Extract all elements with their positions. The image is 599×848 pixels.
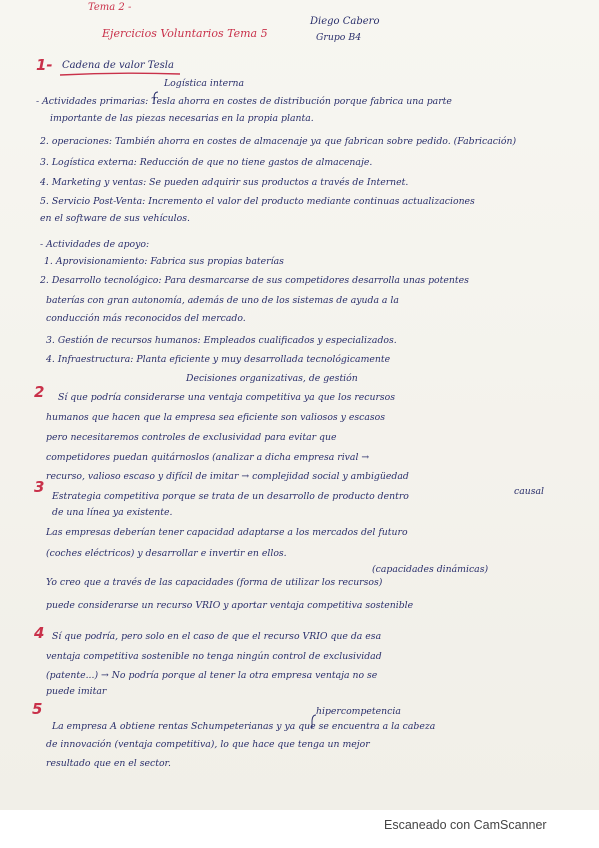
question-number-5: 5 xyxy=(32,700,43,718)
q3-line4-extra: (capacidades dinámicas) xyxy=(372,564,489,575)
q1-item-5-line1: 5. Servicio Post-Venta: Incremento el valor del producto mediante continuas actualizaciones xyxy=(40,196,475,207)
q2-line1: Sí que podría considerarse una ventaja competitiva ya que los recursos xyxy=(58,392,396,403)
q5-line3: resultado que en el sector. xyxy=(46,758,171,769)
q1-item-2: 2. operaciones: También ahorra en costes de almacenaje ya que fabrican sobre pedido. (Fabricación) xyxy=(40,136,517,147)
q3-line1: Estrategia competitiva porque se trata de un desarrollo de producto dentro xyxy=(52,491,409,502)
header-top-label: Tema 2 - xyxy=(88,2,132,13)
q2-line5-extra: causal xyxy=(514,486,545,497)
q1-support-2-line3: conducción más reconocidos del mercado. xyxy=(46,313,246,324)
q4-line1: Sí que podría, pero solo en el caso de que el recurso VRIO que da esa xyxy=(52,631,382,642)
q3-line4: (coches eléctricos) y desarrollar e invertir en ellos. xyxy=(46,548,287,559)
q1-heading: Cadena de valor Tesla xyxy=(62,60,174,71)
q3-line6: puede considerarse un recurso VRIO y aportar ventaja competitiva sostenible xyxy=(46,600,414,611)
q5-line1: La empresa A obtiene rentas Schumpeterianas y ya que se encuentra a la cabeza xyxy=(52,721,436,732)
q4-line4: puede imitar xyxy=(46,686,107,697)
q4-line2: ventaja competitiva sostenible no tenga ningún control de exclusividad xyxy=(46,651,382,662)
q1-primary-line2: importante de las piezas necesarias en la propia planta. xyxy=(50,113,314,124)
q1-support-4-line2: Decisiones organizativas, de gestión xyxy=(186,373,358,384)
q1-item-5-line2: en el software de sus vehículos. xyxy=(40,213,190,224)
q3-line3: Las empresas deberían tener capacidad adaptarse a los mercados del futuro xyxy=(46,527,408,538)
q1-logistics-note: Logística interna xyxy=(164,78,245,89)
question-number-2: 2 xyxy=(34,383,45,401)
q1-support-3: 3. Gestión de recursos humanos: Empleados cualificados y especializados. xyxy=(46,335,397,346)
q2-line2: humanos que hacen que la empresa sea eficiente son valiosos y escasos xyxy=(46,412,386,423)
question-number-3: 3 xyxy=(34,478,45,496)
author-name: Diego Cabero xyxy=(310,16,380,27)
scanner-watermark: Escaneado con CamScanner xyxy=(384,818,547,832)
question-number-1: 1- xyxy=(36,56,53,74)
q1-support-2-line2: baterías con gran autonomía, además de uno de los sistemas de ayuda a la xyxy=(46,295,399,306)
q3-line5: Yo creo que a través de las capacidades (forma de utilizar los recursos) xyxy=(46,577,383,588)
q1-item-4: 4. Marketing y ventas: Se pueden adquirir sus productos a través de Internet. xyxy=(40,177,409,188)
q2-line4: competidores puedan quitárnoslos (analizar a dicha empresa rival → xyxy=(46,452,370,463)
q5-note: hipercompetencia xyxy=(316,706,401,717)
q1-support-title: - Actividades de apoyo: xyxy=(40,239,150,250)
page-title: Ejercicios Voluntarios Tema 5 xyxy=(102,27,268,40)
group-label: Grupo B4 xyxy=(316,32,362,43)
q2-line5: recurso, valioso escaso y difícil de imitar → complejidad social y ambigüedad xyxy=(46,471,409,482)
question-number-4: 4 xyxy=(34,624,45,642)
q2-line3: pero necesitaremos controles de exclusividad para evitar que xyxy=(46,432,337,443)
q1-support-1: 1. Aprovisionamiento: Fabrica sus propias baterías xyxy=(44,256,284,267)
q1-support-4-line1: 4. Infraestructura: Planta eficiente y muy desarrollada tecnológicamente xyxy=(46,354,391,365)
q1-support-2-line1: 2. Desarrollo tecnológico: Para desmarcarse de sus competidores desarrolla unas potentes xyxy=(40,275,469,286)
q1-primary-line1: - Actividades primarias: Tesla ahorra en costes de distribución porque fabrica una parte xyxy=(36,96,452,107)
q3-line2: de una línea ya existente. xyxy=(52,507,173,518)
q4-line3: (patente...) → No podría porque al tener la otra empresa ventaja no se xyxy=(46,670,378,681)
q1-item-3: 3. Logística externa: Reducción de que no tiene gastos de almacenaje. xyxy=(40,157,373,168)
q5-line2: de innovación (ventaja competitiva), lo que hace que tenga un mejor xyxy=(46,739,370,750)
